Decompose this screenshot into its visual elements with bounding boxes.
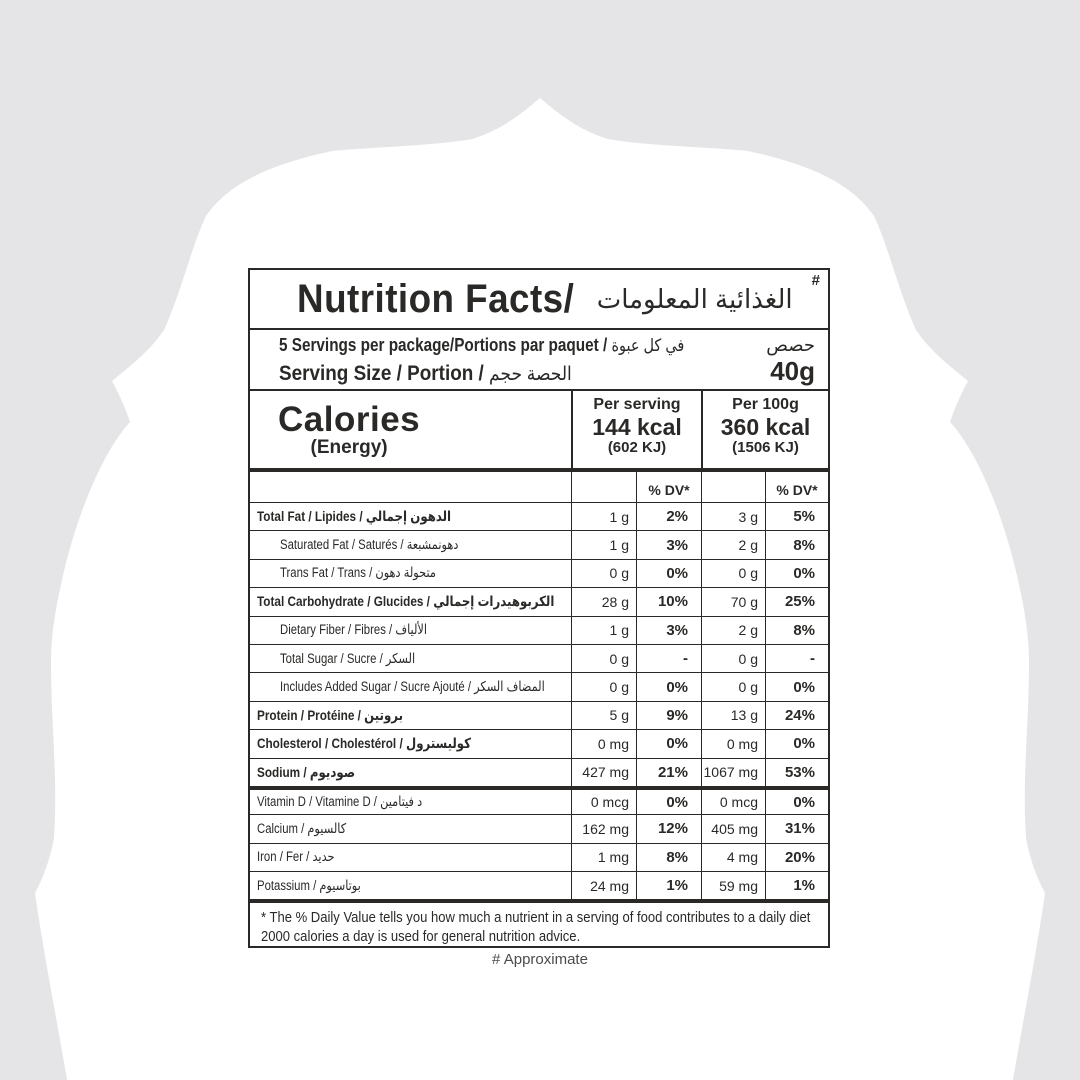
qty-per-100g: 2 g xyxy=(701,531,765,558)
qty-per-serving: 162 mg xyxy=(571,815,636,842)
dv-per-100g: 0% xyxy=(765,560,828,587)
dv-per-serving: 10% xyxy=(636,588,701,615)
daily-value-header-row xyxy=(250,468,828,502)
serving-size-value: 40g xyxy=(770,356,815,386)
calories-label: Calories xyxy=(278,399,421,439)
title-arabic: الغذائية المعلومات xyxy=(596,283,793,314)
qty-per-100g: 0 g xyxy=(701,673,765,700)
per-serving-header: Per serving xyxy=(593,396,681,413)
qty-per-100g: 0 mg xyxy=(701,730,765,757)
nutrient-label: Cholesterol / Cholestérol / كوليسترول xyxy=(257,735,472,752)
approximate-marker: # xyxy=(811,272,820,289)
energy-label: (Energy) xyxy=(310,436,388,458)
qty-per-100g: 0 g xyxy=(701,645,765,672)
nutrient-row xyxy=(250,644,828,672)
approximate-caption: # Approximate xyxy=(492,951,588,968)
nutrition-facts-label xyxy=(248,268,830,948)
nutrient-label: Sodium / صوديوم xyxy=(257,763,356,780)
nutrient-label: Dietary Fiber / Fibres / الألياف xyxy=(280,622,428,638)
serving-info-section xyxy=(250,330,828,391)
nutrient-row xyxy=(250,559,828,587)
qty-per-100g: 0 g xyxy=(701,560,765,587)
nutrient-row xyxy=(250,729,828,757)
qty-per-100g: 4 mg xyxy=(701,844,765,871)
dv-per-100g: - xyxy=(765,645,828,672)
dv-per-serving: 8% xyxy=(636,844,701,871)
per-serving-kj: (602 KJ) xyxy=(607,439,667,456)
dv-per-serving: 0% xyxy=(636,560,701,587)
dv-per-serving: 1% xyxy=(636,872,701,899)
serving-size-line xyxy=(279,356,815,387)
dv-per-serving: 21% xyxy=(636,759,701,786)
nutrient-label: Protein / Protéine / بروتين xyxy=(257,706,404,723)
qty-per-serving: 1 g xyxy=(571,503,636,530)
dv-header-per-100g: % DV* xyxy=(765,472,828,502)
qty-per-serving: 427 mg xyxy=(571,759,636,786)
dv-per-100g: 8% xyxy=(765,531,828,558)
calories-title-cell xyxy=(250,391,571,468)
dv-header-spacer xyxy=(571,472,636,502)
qty-per-serving: 1 g xyxy=(571,531,636,558)
qty-per-serving: 24 mg xyxy=(571,872,636,899)
dv-per-100g: 24% xyxy=(765,702,828,729)
qty-per-serving: 0 g xyxy=(571,673,636,700)
qty-per-serving: 28 g xyxy=(571,588,636,615)
nutrient-row xyxy=(250,871,828,899)
qty-per-serving: 0 g xyxy=(571,560,636,587)
nutrient-label: Includes Added Sugar / Sucre Ajouté / المضاف السكر xyxy=(280,679,545,695)
per-100g-kcal: 360 kcal xyxy=(720,414,811,440)
serving-size-arabic: الحصة حجم xyxy=(489,364,572,385)
dv-per-serving: - xyxy=(636,645,701,672)
dv-per-serving: 0% xyxy=(636,673,701,700)
qty-per-100g: 2 g xyxy=(701,617,765,644)
servings-per-package-line xyxy=(279,335,815,356)
footnote-section xyxy=(250,899,828,947)
serving-size-english: Serving Size / Portion / xyxy=(279,362,490,385)
nutrient-label: Iron / Fer / حديد xyxy=(257,849,335,865)
qty-per-serving: 1 g xyxy=(571,617,636,644)
calories-per-serving-cell xyxy=(571,391,701,468)
qty-per-100g: 59 mg xyxy=(701,872,765,899)
qty-per-serving: 1 mg xyxy=(571,844,636,871)
nutrient-label: Total Fat / Lipides / الدهون إجمالي xyxy=(257,508,452,525)
dv-per-serving: 0% xyxy=(636,730,701,757)
dv-per-serving: 0% xyxy=(636,790,701,814)
daily-value-footnote: * The % Daily Value tells you how much a nutrient in a serving of food contributes to a daily diet 2000 calories a day is used for general nutrition advice. xyxy=(261,910,811,946)
qty-per-100g: 70 g xyxy=(701,588,765,615)
nutrient-row xyxy=(250,530,828,558)
qty-per-serving: 0 g xyxy=(571,645,636,672)
nutrient-row xyxy=(250,758,828,786)
dv-per-100g: 5% xyxy=(765,503,828,530)
nutrient-row xyxy=(250,814,828,842)
qty-per-100g: 405 mg xyxy=(701,815,765,842)
qty-per-100g: 3 g xyxy=(701,503,765,530)
calories-per-100g-cell xyxy=(701,391,828,468)
qty-per-serving: 0 mg xyxy=(571,730,636,757)
dv-per-100g: 0% xyxy=(765,673,828,700)
nutrient-row xyxy=(250,786,828,814)
qty-per-serving: 5 g xyxy=(571,702,636,729)
title-english: Nutrition Facts/ xyxy=(297,276,575,321)
dv-per-serving: 3% xyxy=(636,531,701,558)
nutrient-row xyxy=(250,672,828,700)
dv-per-serving: 9% xyxy=(636,702,701,729)
servings-per-package-text xyxy=(279,335,684,356)
per-serving-kcal: 144 kcal xyxy=(592,414,682,440)
qty-per-serving: 0 mcg xyxy=(571,790,636,814)
dv-per-100g: 25% xyxy=(765,588,828,615)
dv-per-100g: 0% xyxy=(765,730,828,757)
dv-per-100g: 53% xyxy=(765,759,828,786)
servings-english: 5 Servings per package/Portions par paquet / xyxy=(279,335,612,355)
label-header xyxy=(250,270,828,330)
serving-size-text xyxy=(279,362,572,386)
dv-per-serving: 12% xyxy=(636,815,701,842)
nutrient-label: Total Sugar / Sucre / السكر xyxy=(280,650,416,666)
dv-per-serving: 2% xyxy=(636,503,701,530)
dv-header-per-serving: % DV* xyxy=(636,472,701,502)
dv-per-serving: 3% xyxy=(636,617,701,644)
dv-per-100g: 31% xyxy=(765,815,828,842)
dv-per-100g: 0% xyxy=(765,790,828,814)
qty-per-100g: 0 mcg xyxy=(701,790,765,814)
calories-section xyxy=(250,391,828,468)
nutrient-label: Trans Fat / Trans / متحولة دهون xyxy=(280,565,436,581)
nutrient-label: Total Carbohydrate / Glucides / الكربوهيدرات إجمالي xyxy=(257,593,555,610)
dv-per-100g: 20% xyxy=(765,844,828,871)
nutrient-label: Potassium / بوتاسيوم xyxy=(257,877,361,893)
per-100g-kj: (1506 KJ) xyxy=(732,439,799,456)
nutrient-rows xyxy=(250,502,828,899)
nutrient-label: Saturated Fat / Saturés / دهونمشبعة xyxy=(280,537,459,553)
nutrient-label: Vitamin D / Vitamine D / د فيتامين xyxy=(257,794,423,810)
qty-per-100g: 13 g xyxy=(701,702,765,729)
nutrient-row xyxy=(250,502,828,530)
dv-header-spacer xyxy=(250,472,571,502)
nutrient-row xyxy=(250,701,828,729)
dv-per-100g: 1% xyxy=(765,872,828,899)
nutrient-row xyxy=(250,616,828,644)
nutrient-row xyxy=(250,587,828,615)
dv-per-100g: 8% xyxy=(765,617,828,644)
servings-arabic-right: حصص xyxy=(766,335,815,355)
dv-header-spacer xyxy=(701,472,765,502)
qty-per-100g: 1067 mg xyxy=(701,759,765,786)
servings-arabic: في كل عبوة xyxy=(611,336,685,355)
nutrient-label: Calcium / كالسيوم xyxy=(257,820,347,836)
per-100g-header: Per 100g xyxy=(732,396,799,413)
nutrient-row xyxy=(250,843,828,871)
